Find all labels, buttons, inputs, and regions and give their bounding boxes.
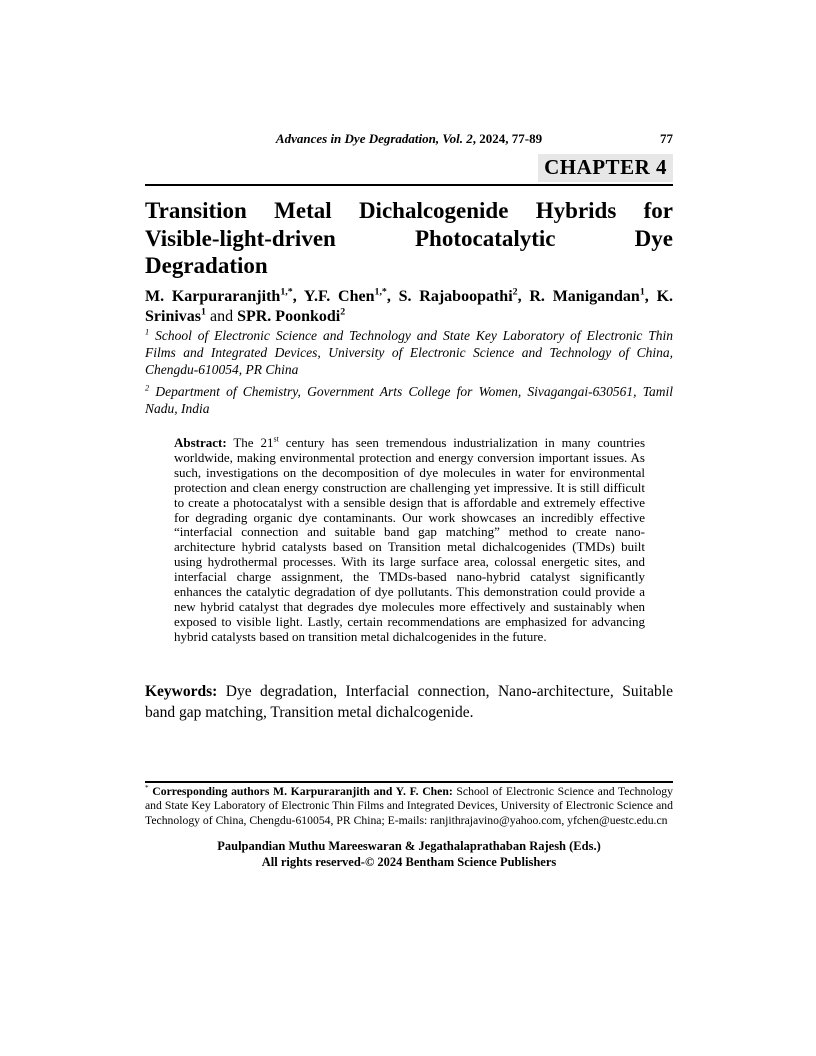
author-2-affil-marker: 1,* <box>374 286 387 298</box>
author-6-affil-marker: 2 <box>340 306 346 318</box>
abstract-ordinal-sup: st <box>273 434 279 444</box>
journal-citation-title: Advances in Dye Degradation, Vol. 2 <box>275 131 473 146</box>
author-separator: , <box>517 288 530 305</box>
author-1-affil-marker: 1,* <box>280 286 293 298</box>
imprint <box>145 839 673 870</box>
chapter-title <box>145 197 673 280</box>
abstract-section <box>145 436 673 645</box>
footnote-lead: Corresponding authors M. Karpuraranjith and Y. F. Chen: <box>148 785 453 798</box>
keywords-text: Dye degradation, Interfacial connection, Nano-architecture, Suitable band gap matching, Transition metal dichalcogenide. <box>145 683 673 721</box>
authors-line-2 <box>145 307 673 327</box>
author-3-affil-marker: 2 <box>512 286 518 298</box>
affiliations <box>145 328 673 424</box>
chapter-heading-row <box>145 154 673 182</box>
affiliation-1 <box>145 328 673 378</box>
affiliation-1-text: School of Electronic Science and Technology and State Key Laboratory of Electronic Thin Films and Integrated Devices, University of Electronic Science and Technology of China, Chengdu-610054, PR China <box>145 328 673 377</box>
author-5-surname: Srinivas <box>145 308 202 325</box>
author-5-initial: K. <box>656 288 674 305</box>
keywords-label: Keywords: <box>145 683 218 700</box>
author-separator: , <box>292 288 304 305</box>
author-2: Y.F. Chen <box>303 288 375 305</box>
journal-citation-pages: , 2024, 77-89 <box>472 131 543 146</box>
chapter-heading: CHAPTER 4 <box>538 154 673 182</box>
author-4-affil-marker: 1 <box>639 286 645 298</box>
corresponding-author-note <box>145 785 673 828</box>
abstract-text-start: The 21 <box>226 435 274 450</box>
header-divider <box>145 184 673 186</box>
keywords-section <box>145 681 673 723</box>
author-3: S. Rajaboopathi <box>398 288 513 305</box>
page-number: 77 <box>660 131 673 146</box>
abstract-text: century has seen tremendous industrialization in many countries worldwide, making environmental protection and energy conversion important issues. As such, investigations on the decomposition of dye molecules in water for environmental protection and clean energy construction are challenging yet impressive. It is still difficult to create a photocatalyst with a sensible design that is affordable and extremely effective for degrading organic dye contaminants. Our work showcases an incredibly effective “interfacial connection and suitable band gap matching” method to create nano-architecture hybrid catalysts based on Transition metal dichalcogenides (TMDs) built using hydrothermal processes. With its large surface area, colossal energetic sites, and interfacial charge assignment, the TMDs-based nano-hybrid catalyst significantly enhances the catalytic degradation of dye pollutants. This demonstration could provide a new hybrid catalyst that degrades dye molecules more effectively and sustainably when exposed to visible light. Lastly, certain recommendations are emphasized for advancing hybrid catalysts based on transition metal dichalcogenides in the future. <box>174 435 646 644</box>
author-separator: , <box>644 288 657 305</box>
footnote-text: School of Electronic Science and Technology and State Key Laboratory of Electronic Thin Films and Integrated Devices, University of Electronic Science and Technology of China, Chengdu-610054, PR China; E-mails: ranjithrajavino@yahoo.com, yfchen@uestc.edu.cn <box>145 785 673 827</box>
chapter-title-line1: Transition Metal Dichalcogenide Hybrids for <box>145 198 673 223</box>
authors-line <box>145 287 673 327</box>
running-head <box>145 131 673 147</box>
author-separator: , <box>386 288 399 305</box>
author-4: R. Manigandan <box>529 288 640 305</box>
abstract-paragraph <box>174 436 645 645</box>
chapter-title-line3: Degradation <box>145 253 268 278</box>
affiliation-1-marker: 1 <box>145 327 150 337</box>
author-5-affil-marker: 1 <box>201 306 206 318</box>
authors-connector: and <box>205 308 238 325</box>
author-6: SPR. Poonkodi <box>237 308 341 325</box>
chapter-title-line2: Visible-light-driven Photocatalytic Dye <box>145 225 673 251</box>
affiliation-2 <box>145 384 673 418</box>
affiliation-2-text: Department of Chemistry, Government Arts College for Women, Sivagangai-630561, Tamil Nadu, India <box>145 384 673 417</box>
footnote-divider <box>145 781 673 783</box>
affiliation-2-marker: 2 <box>145 383 150 393</box>
footnote-asterisk: * <box>145 784 149 793</box>
authors-line-1 <box>145 287 673 307</box>
author-1: M. Karpuraranjith <box>145 288 281 305</box>
abstract-label: Abstract: <box>174 435 227 450</box>
editors-line: Paulpandian Muthu Mareeswaran & Jegathalaprathaban Rajesh (Eds.) <box>217 839 601 853</box>
journal-citation <box>145 131 673 147</box>
copyright-line: All rights reserved-© 2024 Bentham Science Publishers <box>261 854 557 869</box>
